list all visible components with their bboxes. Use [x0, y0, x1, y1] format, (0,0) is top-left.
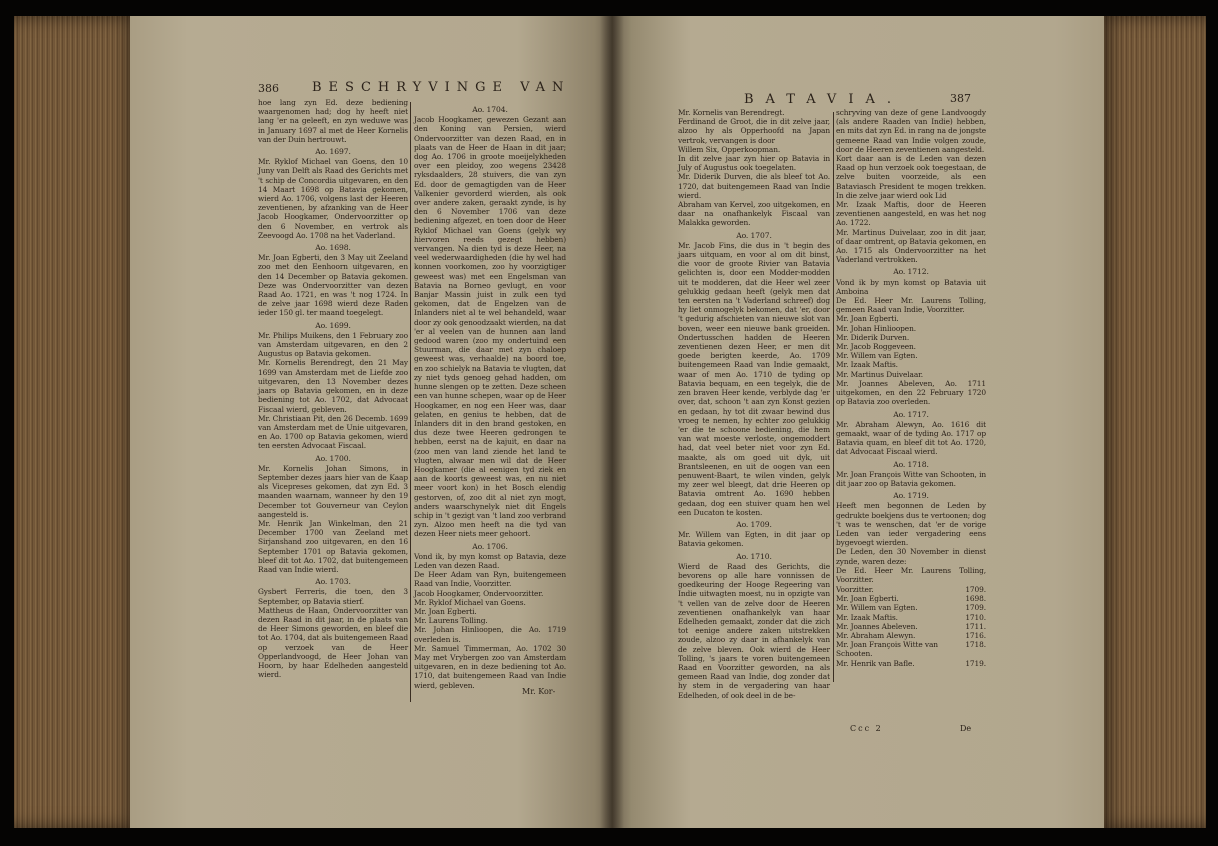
paragraph: Mr. Joan Egberti. — [414, 606, 477, 616]
member-year: 1716. — [965, 631, 986, 641]
right-page-number: 387 — [950, 92, 971, 105]
paragraph: Mr. Christiaan Pit, den 26 Decemb. 1699 van Amsterdam met de Unie uitgevaren, en Ao. 1700 op Batavia gekomen, wierd ten eersten Advocaat Fiscaal. — [258, 413, 408, 451]
paragraph: hoe lang zyn Ed. deze bediening waargenomen had; dog hy heeft niet lang 'er na geleeft, en zyn weduwe was in January 1697 al met de Heer Kornelis van der Duin hertrouwt. — [258, 98, 408, 144]
member-name: Mr. Willem van Egten. — [836, 603, 918, 613]
year-heading: Ao. 1699. — [315, 320, 351, 330]
member-row — [836, 631, 986, 640]
paragraph: In dit zelve jaar zyn hier op Batavia in July of Augustus ook toegelaten. — [678, 154, 830, 173]
paragraph: Mr. Kornelis van Berendregt. — [678, 108, 785, 117]
paragraph: Mr. Izaak Maftis. — [836, 360, 898, 370]
paragraph: Mattheus de Haan, Ondervoorzitter van dezen Raad in dit jaar, in de plaats van de Heer Simons geworden, en bleef die tot Ao. 1704, dat als buitengemeen Raad op verzoek van de Heer Opperlandvoogd, de Heer Johan van Hoorn, by haar Edelheden aangesteld wierd. — [258, 605, 408, 680]
paragraph: Mr. Martinus Duivelaar. — [836, 369, 924, 379]
paragraph: Mr. Kornelis Johan Simons, in September dezes jaars hier van de Kaap als Vicepreses gekomen, dat zyn Ed. 3 maanden waarnam, wanneer hy den 19 December tot Gouverneur van Ceylon aangesteld is. — [258, 463, 408, 519]
year-heading: Ao. 1700. — [315, 453, 351, 463]
paragraph: Mr. Joan Egberti. — [836, 314, 899, 324]
paragraph: Mr. Martinus Duivelaar, zoo in dit jaar, of daar omtrent, op Batavia gekomen, en Ao. 1715 als Ondervoorzitter na het Vaderland vertrokken. — [836, 227, 986, 265]
paragraph: Vond ik by myn komst op Batavia uit Amboina — [836, 277, 986, 296]
paragraph: Mr. Kornelis Berendregt, den 21 May 1699 van Amsterdam met de Liefde zoo uitgevaren, den 13 November dezes jaars op Batavia gekomen, en in deze bediening tot Ao. 1702, dat Advocaat Fiscaal wierd, gebleven. — [258, 358, 408, 414]
member-year: 1709. — [965, 603, 986, 613]
year-heading: Ao. 1707. — [736, 230, 772, 240]
paragraph: Gysbert Ferreris, die toen, den 3 September, op Batavia stierf. — [258, 587, 408, 606]
column-rule — [410, 102, 411, 702]
year-heading: Ao. 1706. — [472, 541, 508, 551]
paragraph: Mr. Ryklof Michael van Goens, den 10 Juny van Delft als Raad des Gerichts met 't schip de Concordia uitgevaren, en den 14 Maart 1698 op Batavia gekomen, wierd Ao. 1706, volgens last der Heeren zeventienen, by afzanking van de Heer Jacob Hoogkamer, Ondervoorzitter op den 6 November, en vertrok als Zeevoogd Ao. 1708 na het Vaderland. — [258, 157, 408, 240]
paragraph: Abraham van Kervel, zoo uitgekomen, en daar na onafhankelyk Fiscaal van Malakka geworden. — [678, 200, 830, 228]
year-heading: Ao. 1709. — [736, 519, 772, 529]
paragraph: Mr. Diderik Durven, die als bleef tot Ao. 1720, dat buitengemeen Raad van Indie wierd. — [678, 172, 830, 200]
year-heading: Ao. 1719. — [893, 491, 929, 501]
member-name: Mr. Joan Egberti. — [836, 594, 899, 604]
left-page-edges — [14, 16, 140, 828]
paragraph: Willem Six, Opperkoopman. — [678, 144, 781, 154]
right-column-2 — [836, 108, 986, 584]
member-year: 1719. — [965, 658, 986, 668]
paragraph: Mr. Johan Hinlioopen, die Ao. 1719 overleden is. — [414, 625, 566, 644]
paragraph: Mr. Johan Hinlioopen. — [836, 323, 916, 333]
paragraph: Mr. Jacob Fins, die dus in 't begin des jaars uitquam, en voor al om dit binst, die voor de groote Rivier van Batavia gelichten is, door een Modder-modden uit te modderen, dat die Heer wel zeer gelukkig gedaan heeft (gelyk men dat ten eersten na 't Vaderland schreef) dog hy liet onmogelyk bekomen, dat 'er, door 't gedurig afschieten van nieuwe slot van boven, weer een nieuwe bank groeiden. Ondertusschen hadden de Heeren zeventienen dezen Heer, er men dit goede berigten keerde, Ao. 1709 buitengemeen Raad van Indie gemaakt, waar of men Ao. 1710 de tyding op Batavia bequam, en een tegelyk, die de zen braven Heer kende, verblyde dag 'er over, dat, schoon 't aan zyn Konst gezien en gedaan, hy tot dit zwaar bewind dus vroeg te nemen, hy echter zoo gelukkig 'er die te schoone bediening, die hem van wat moeste verloste, ongemoddert had, dat veel beter niet voor zyn Ed. maakte, als om goed uit dyk, uit Brantsleenen, en uit de oogen van een penuwent-Baart, te wilen vinden, gelyk my zeer wel bleegt, dat drie Heeren op Batavia omtrent Ao. 1690 hebben gedaan, dog een stuiver quam hen wel een Ducaton te kosten. — [678, 240, 830, 517]
paragraph: Mr. Laurens Tolling. — [414, 616, 488, 626]
gutter-shadow — [600, 16, 624, 828]
paragraph: Mr. Izaak Maftis, door de Heeren zeventienen aangesteld, en was het nog Ao. 1722. — [836, 200, 986, 228]
member-name: Mr. Joannes Abeleven. — [836, 621, 918, 631]
member-row — [836, 659, 986, 668]
right-page — [612, 16, 1104, 828]
year-heading: Ao. 1704. — [472, 105, 508, 114]
paragraph: Kort daar aan is de Leden van dezen Raad op hun verzoek ook toegestaan, de zelve buiten voorzeide, als een Bataviasch President te mogen trekken. In die zelve jaar wierd ook Lid — [836, 154, 986, 200]
right-catchword: De — [960, 724, 972, 733]
member-name: Voorzitter. — [836, 585, 874, 594]
member-row — [836, 585, 986, 594]
paragraph: Mr. Jacob Roggeveen. — [836, 342, 916, 352]
paragraph: Mr. Philips Muikens, den 1 February zoo van Amsterdam uitgevaren, en den 2 Augustus op Batavia gekomen. — [258, 330, 408, 359]
member-year: 1698. — [965, 594, 986, 604]
paragraph: Ferdinand de Groot, die in dit zelve jaar, alzoo hy als Opperhoofd na Japan vertrok, vervangen is door — [678, 117, 830, 145]
left-column-1 — [258, 98, 408, 679]
right-column-1 — [678, 108, 830, 700]
paragraph: Wierd de Raad des Gerichts, die bevorens op alle hare vonnissen de goedkeuring der Hooge Regeering van Indie uitwagten moest, nu in opzigte van 't vellen van de zelve door de Heeren zeventienen onafhankelyk van haar Edelheden gemaakt, zonder dat die zich tot eenige andere zaken uitstrekken zoude, alzoo zy daar in afhankelyk van de zelve bleven. Ook wierd de Heer Tolling, 's jaars te voren buitengemeen Raad en Voorzitter geworden, na als gemeen Raad van Indie, dog zonder dat hy stem in de vergadering van haar Edelheden, of ook deel in de be- — [678, 561, 830, 700]
member-row — [836, 603, 986, 612]
year-heading: Ao. 1712. — [893, 267, 929, 277]
column-rule — [833, 112, 834, 682]
paragraph: Mr. Joan Egberti, den 3 May uit Zeeland zoo met den Eenhoorn uitgevaren, en den 14 December op Batavia gekomen. Deze was Ondervoorzitter van dezen Raad Ao. 1721, en was 't nog 1724. In de zelve jaar 1698 wierd deze Raden ieder 150 gl. ter maand toegelegt. — [258, 253, 408, 318]
member-row — [836, 622, 986, 631]
left-page-number: 386 — [258, 82, 279, 95]
paragraph: Vond ik, by myn komst op Batavia, deze Leden van dezen Raad. — [414, 551, 566, 570]
member-name: Mr. Izaak Maftis. — [836, 612, 898, 622]
member-name: Mr. Abraham Alewyn. — [836, 631, 916, 641]
paragraph: Jacob Hoogkamer, Ondervoorzitter. — [414, 588, 544, 598]
paragraph: Mr. Willem van Egten. — [836, 351, 918, 361]
paragraph: Mr. Samuel Timmerman, Ao. 1702 30 May met Vrybergen zoo van Amsterdam uitgevaren, en in deze bediening tot Ao. 1710, dat buitengemeen Raad van Indie wierd, gebleven. — [414, 643, 566, 690]
right-page-edges — [1098, 16, 1206, 828]
signature-mark: Ccc 2 — [850, 724, 883, 733]
paragraph: schryving van deze of gene Landvoogdy (als andere Raaden van Indie) hebben, en mits dat zyn Ed. in rang na de jongste gemeene Raad van Indie volgen zoude, door de Heeren zeventienen aangesteld. — [836, 108, 986, 154]
paragraph: Mr. Joan François Witte van Schooten, in dit jaar zoo op Batavia gekomen. — [836, 469, 986, 488]
member-row — [836, 613, 986, 622]
paragraph: Mr. Henrik Jan Winkelman, den 21 December 1700 van Zeeland met Sirjanshand zoo uitgevaren, en den 16 September 1701 op Batavia gekomen, bleef dit tot Ao. 1702, dat buitengemeen Raad van Indie wierd. — [258, 518, 408, 574]
paragraph: Mr. Joannes Abeleven, Ao. 1711 uitgekomen, en den 22 February 1720 op Batavia zoo overleden. — [836, 378, 986, 407]
year-heading: Ao. 1717. — [893, 409, 929, 419]
member-row — [836, 594, 986, 603]
year-heading: Ao. 1698. — [315, 243, 351, 253]
left-running-head: BESCHRYVINGE VAN — [312, 80, 571, 95]
member-year: 1711. — [965, 621, 986, 631]
paragraph: Mr. Diderik Durven. — [836, 332, 910, 342]
paragraph: Jacob Hoogkamer, gewezen Gezant aan den Koning van Persien, wierd Ondervoorzitter van dezen Raad, en in plaats van de Heer de Haan in dit jaar; dog Ao. 1706 in groote moeijelykheden over een pleidoy, zoo wegens 23428 ryksdaalders, 28 stuivers, die van zyn Ed. door de gemagtigden van de Heer Valkenier gevorderd wierden, als ook over andere zaken, geraakt zynde, is hy den 6 November 1706 van deze bediening afgezet, en toen door de Heer Ryklof Michael van Goens (gelyk wy hiervoren reeds gezegt hebben) vervangen. Na dien tyd is deze Heer, na veel wederwaardigheden (die hy wel had konnen voorkomen, zoo hy voorzigtiger geweest was) met een Engelsman van Batavia na Borneo gevlugt, en voor Banjar Massin juist in zulk een tyd gekomen, dat de Engelzen van de Inlanders niet al te wel behandeld, waar door zy ook genoodzaakt wierden, na dat 'er al veelen van de hunnen aan land gedood waren (zoo my ondertuind een Stuurman, die daar met zyn chaloep geweest was, verhaalde) na boord toe, en zoo schielyk na Batavia te vlugten, dat zy niet tyds genoeg gehad hadden, om hunne slengen op te zetten. Deze scheen een van hunne schepen, waar op de Heer Hoogkamer, en nog een Heer was, daar gelaten, en genius te hebben, dat de Inlanders dit in den brand gestoken, en dus deze twee Heeren gedrongen te hebben, eerst na de kajuit, en daar na (zoo men van land ziende het land te vlugten, alwaar men wil dat de Heer Hoogkamer (die al eenigen tyd ziek en aan de koorts geweest was, en nu niet meer voort kon) in het Bosch elendig gestorven, of, zoo dit al niet zyn mogt, anders waarschynelyk niet dit Engels schip in 't gezigt van 't land zoo verbrand zyn. Alzoo men heeft na die tyd van dezen Heer niets meer gehoort. — [414, 115, 566, 539]
member-year: 1710. — [965, 612, 986, 622]
members-list — [836, 585, 986, 668]
paragraph: Mr. Ryklof Michael van Goens. — [414, 597, 526, 607]
left-page — [130, 16, 614, 828]
paragraph: De Heer Adam van Ryn, buitengemeen Raad van Indie, Voorzitter. — [414, 570, 566, 589]
year-heading: Ao. 1697. — [315, 147, 351, 157]
paragraph: De Ed. Heer Mr. Laurens Tolling, Voorzitter. — [836, 565, 986, 584]
member-row — [836, 640, 986, 658]
year-heading: Ao. 1710. — [736, 551, 772, 561]
left-catchword: Mr. Kor- — [522, 687, 556, 696]
paragraph: De Leden, den 30 November in dienst zynde, waren deze: — [836, 547, 986, 566]
year-heading: Ao. 1718. — [893, 459, 929, 469]
year-heading: Ao. 1703. — [315, 577, 351, 587]
right-running-head: BATAVIA. — [744, 92, 903, 107]
paragraph: Mr. Willem van Egten, in dit jaar op Batavia gekomen. — [678, 530, 830, 549]
member-year: 1709. — [965, 585, 986, 594]
paragraph: Mr. Abraham Alewyn, Ao. 1616 dit gemaakt, waar of de tyding Ao. 1717 op Batavia quam, en bleef dit tot Ao. 1720, dat Advocaat Fiscaal wierd. — [836, 419, 986, 457]
paragraph: Heeft men begonnen de Leden by gedrukte boekjens dus te vertoonen; dog 't was te wenschen, dat 'er de vorige Leden van ieder vergadering eens bygevoegt wierden. — [836, 501, 986, 548]
member-name: Mr. Joan François Witte van Schooten. — [836, 640, 938, 659]
paragraph: De Ed. Heer Mr. Laurens Tolling, gemeen Raad van Indie, Voorzitter. — [836, 296, 986, 315]
left-column-2 — [414, 102, 566, 690]
member-year: 1718. — [965, 640, 986, 650]
member-name: Mr. Henrik van Bafle. — [836, 658, 915, 668]
